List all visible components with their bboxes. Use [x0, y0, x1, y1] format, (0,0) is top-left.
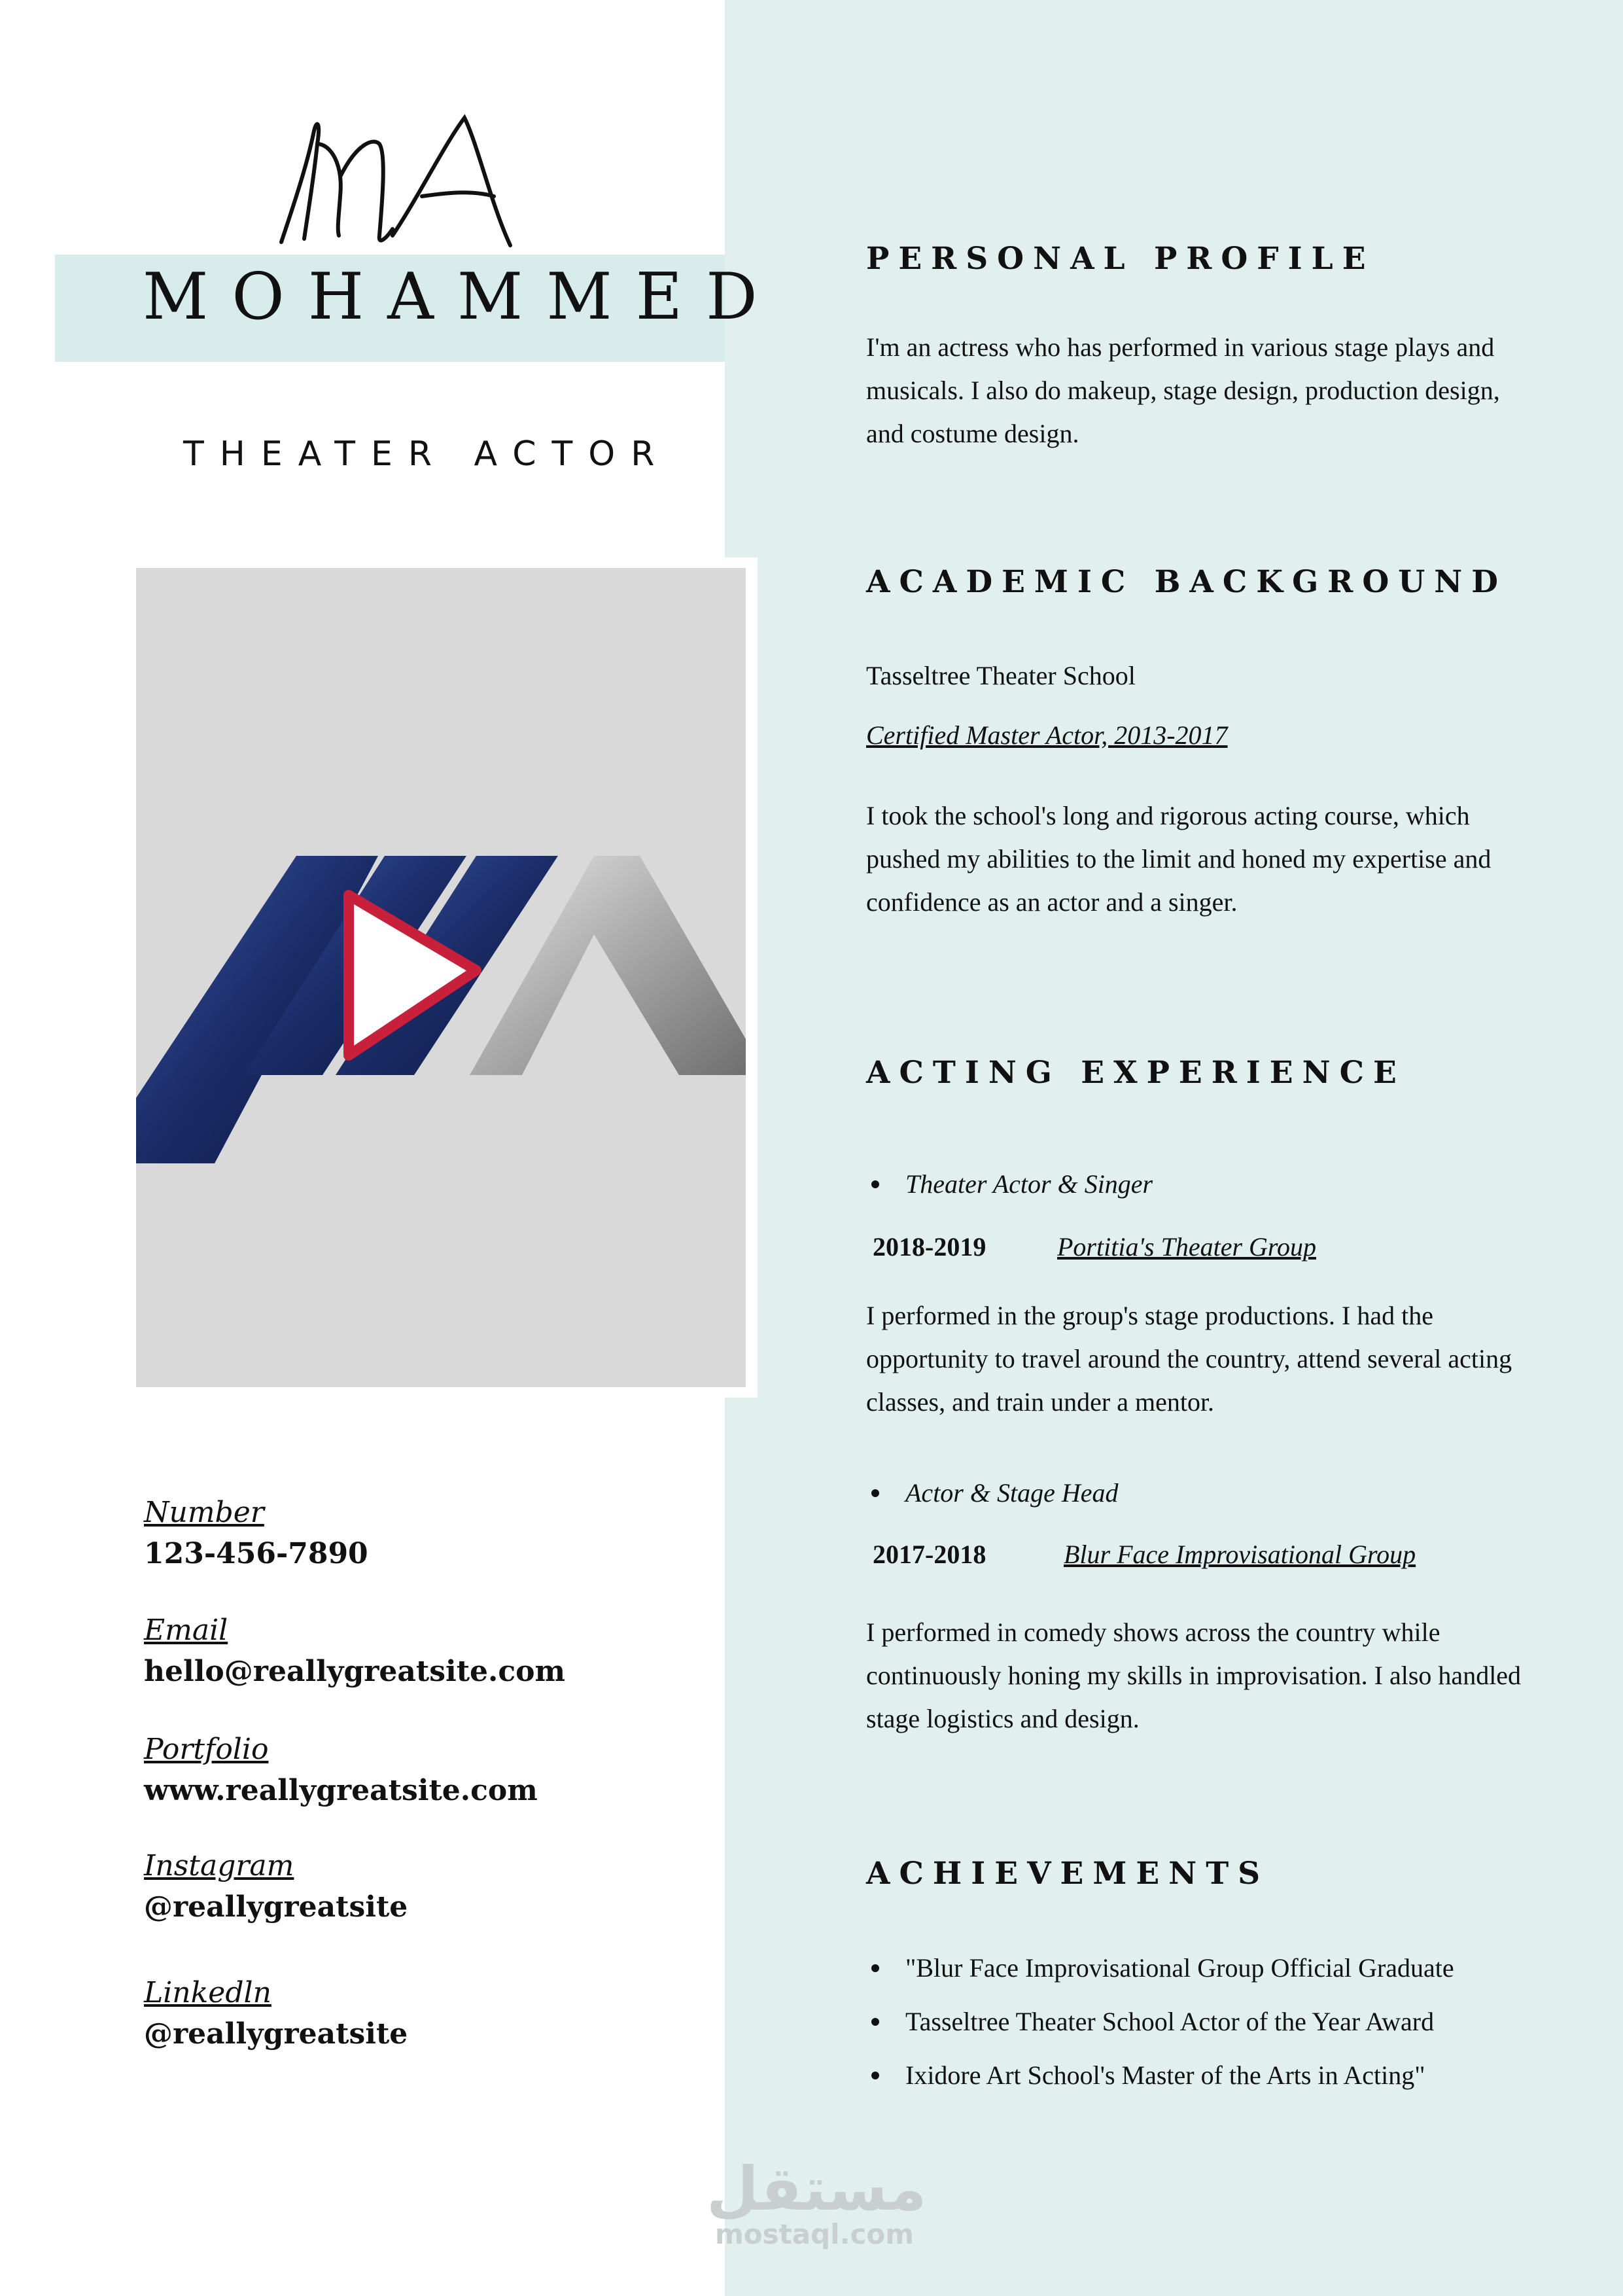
achievement-text: "Blur Face Improvisational Group Official Graduate — [905, 1953, 1454, 1983]
contact-label: Linkedln — [144, 1976, 271, 2009]
watermark — [707, 2154, 927, 2250]
signature-monogram — [268, 105, 543, 262]
watermark-arabic: مستقل — [707, 2154, 927, 2224]
contact-value: hello@reallygreatsite.com — [144, 1654, 566, 1688]
contact-label: Portfolio — [144, 1733, 269, 1766]
experience-company-2: Blur Face Improvisational Group — [1064, 1540, 1416, 1569]
section-title-achievements: ACHIEVEMENTS — [866, 1856, 1270, 1892]
ma-logo-graphic — [136, 568, 746, 1387]
bullet-icon — [871, 1180, 879, 1188]
experience-text-2: I performed in comedy shows across the country while continuously honing my skills in improvisation. I also handled stage logistics and design. — [866, 1617, 1522, 1733]
experience-years-2: 2017-2018 — [873, 1540, 986, 1569]
contact-label: Number — [144, 1496, 264, 1529]
experience-years-1: 2018-2019 — [873, 1232, 986, 1262]
profile-text: I'm an actress who has performed in various stage plays and musicals. I also do makeup, stage design, production design, and costume design. — [866, 332, 1500, 448]
contact-portfolio — [144, 1733, 538, 1809]
candidate-role: THEATER ACTOR — [183, 434, 671, 474]
achievement-text: Tasseltree Theater School Actor of the Year Award — [905, 2007, 1435, 2036]
section-title-profile: PERSONAL PROFILE — [866, 241, 1375, 277]
bullet-icon — [871, 1489, 879, 1497]
bullet-icon — [871, 2072, 879, 2079]
contact-linkedin — [144, 1976, 408, 2052]
achievement-text: Ixidore Art School's Master of the Arts in Acting" — [905, 2060, 1425, 2090]
achievement-item — [866, 2060, 1425, 2091]
academic-text: I took the school's long and rigorous acting course, which pushed my abilities to the limit and honed my expertise and confidence as an actor and a singer. — [866, 801, 1492, 917]
achievement-item — [866, 1952, 1454, 1983]
contact-label: Instagram — [144, 1849, 294, 1882]
contact-value: @reallygreatsite — [144, 1890, 408, 1924]
watermark-latin: mostaql.com — [715, 2218, 914, 2250]
section-title-experience: ACTING EXPERIENCE — [866, 1055, 1406, 1091]
bullet-icon — [871, 1964, 879, 1972]
contact-email — [144, 1614, 565, 1689]
profile-photo-logo — [136, 568, 746, 1387]
candidate-name: MOHAMMED — [143, 260, 781, 334]
contact-label: Email — [144, 1614, 228, 1647]
contact-value: 123-456-7890 — [144, 1536, 368, 1570]
experience-text-1: I performed in the group's stage productions. I had the opportunity to travel around the country, attend several acting classes, and train under a mentor. — [866, 1301, 1512, 1417]
experience-role-2 — [866, 1477, 1119, 1508]
academic-degree: Certified Master Actor, 2013-2017 — [866, 720, 1228, 750]
contact-number — [144, 1496, 368, 1572]
experience-role-text: Actor & Stage Head — [905, 1478, 1119, 1508]
contact-value: @reallygreatsite — [144, 2017, 408, 2051]
experience-role-1 — [866, 1169, 1153, 1199]
section-title-academic: ACADEMIC BACKGROUND — [866, 564, 1507, 600]
academic-school: Tasseltree Theater School — [866, 661, 1136, 690]
experience-company-1: Portitia's Theater Group — [1057, 1232, 1316, 1262]
contact-value: www.reallygreatsite.com — [144, 1773, 538, 1807]
bullet-icon — [871, 2018, 879, 2026]
contact-instagram — [144, 1849, 408, 1925]
achievement-item — [866, 2006, 1434, 2037]
experience-role-text: Theater Actor & Singer — [905, 1169, 1153, 1199]
